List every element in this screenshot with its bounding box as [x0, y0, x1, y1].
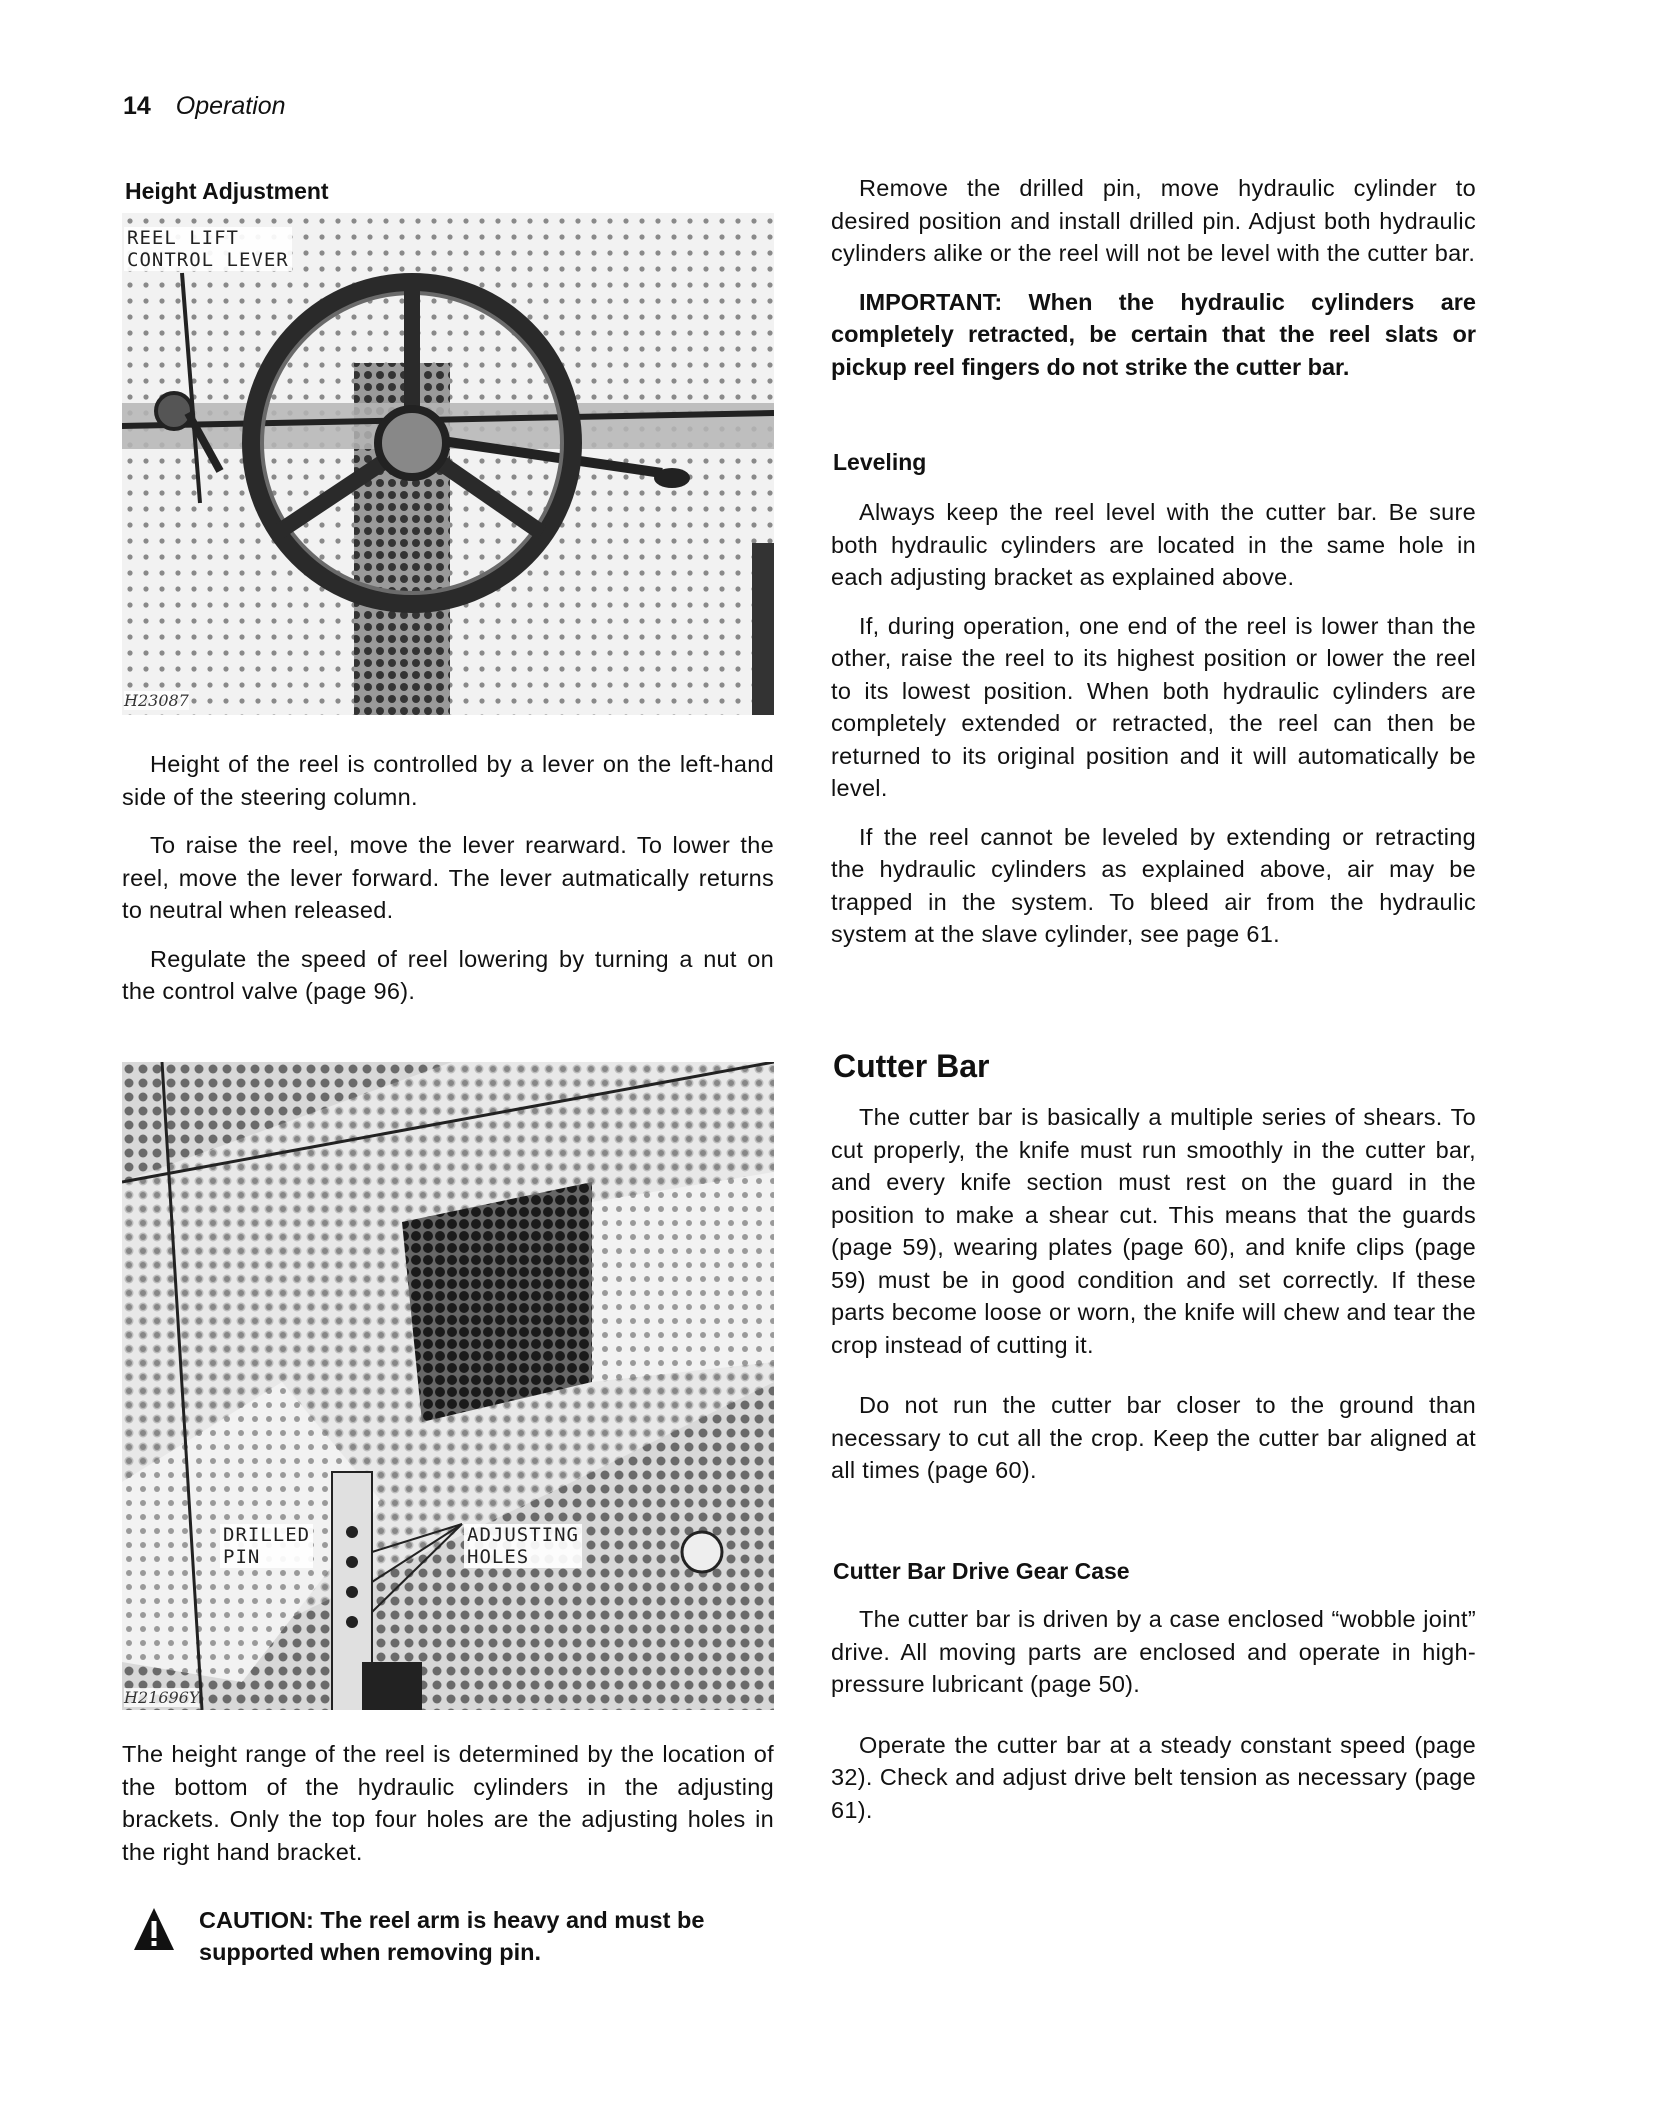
figure-code: H23087 [124, 691, 189, 710]
page-number: 14 [123, 92, 151, 120]
caution-note: CAUTION: The reel arm is heavy and must be supported when removing pin. [199, 1907, 705, 1965]
reel-lift-label-line1: REEL LIFT [127, 227, 239, 249]
adjusting-bracket-photo [122, 1062, 774, 1710]
adjusting-holes-label-line1: ADJUSTING [467, 1524, 579, 1546]
leveling-paragraph-3: If the reel cannot be leveled by extending or retracting the hydraulic cylinders as explained above, air may be trapped in the system. To bleed air from the hydraulic system at the slave cylinder, see page 61. [831, 823, 1476, 947]
leveling-paragraph-1: Always keep the reel level with the cutter bar. Be sure both hydraulic cylinders are located in the same hole in each adjusting bracket as explained above. [831, 499, 1476, 590]
height-adjustment-paragraph-1: Height of the reel is controlled by a lever on the left-hand side of the steering column. [122, 751, 774, 810]
drilled-pin-label-line2: PIN [223, 1546, 261, 1568]
section-title: Operation [175, 92, 286, 120]
figure2-code: H21696Y [124, 1688, 200, 1707]
reel-lift-label-line2: CONTROL LEVER [127, 249, 289, 271]
height-adjustment-paragraph-2: To raise the reel, move the lever rearward. To lower the reel, move the lever forward. The lever autmatically returns to neutral when released. [122, 832, 774, 923]
height-adjustment-heading: Height Adjustment [125, 178, 329, 204]
height-range-paragraph: The height range of the reel is determined by the location of the bottom of the hydraulic cylinders in the adjusting brackets. Only the top four holes are the adjusting holes in the right hand bracket. [122, 1741, 774, 1865]
leveling-heading: Leveling [833, 449, 927, 475]
adjusting-holes-label-line2: HOLES [467, 1546, 530, 1568]
drive-gear-case-paragraph-1: The cutter bar is driven by a case enclosed “wobble joint” drive. All moving parts are enclosed and operate in high-pressure lubricant (page 50). [831, 1606, 1476, 1697]
cutter-bar-paragraph-2: Do not run the cutter bar closer to the ground than necessary to cut all the crop. Keep the cutter bar aligned at all times (page 60). [831, 1392, 1476, 1483]
steering-wheel-photo [122, 213, 774, 715]
adjusting-bracket-illustration [122, 1062, 774, 1710]
important-note: IMPORTANT: When the hydraulic cylinders are completely retracted, be certain that the reel slats or pickup reel fingers do not strike the cutter bar. [831, 288, 1476, 380]
steering-wheel-illustration [122, 213, 774, 715]
height-adjustment-paragraph-3: Regulate the speed of reel lowering by turning a nut on the control valve (page 96). [122, 945, 774, 1004]
remove-pin-paragraph: Remove the drilled pin, move hydraulic cylinder to desired position and install drilled pin. Adjust both hydraulic cylinders alike or the reel will not be level with the cutter bar. [831, 175, 1476, 266]
cutter-bar-paragraph-1: The cutter bar is basically a multiple series of shears. To cut properly, the knife must run smoothly in the cutter bar, and every knife section must rest on the guard in the position to make a shear cut. This means that the guards (page 59), wearing plates (page 60), and knife clips (page 59) must be in good condition and set correctly. If these parts become loose or worn, the knife will chew and tear the crop instead of cutting it. [831, 1104, 1476, 1358]
leveling-paragraph-2: If, during operation, one end of the reel is lower than the other, raise the reel to its highest position or lower the reel to its lowest position. When both hydraulic cylinders are completely extended or retracted, the reel can then be returned to its original position and it will automatically be level. [831, 612, 1476, 801]
drive-gear-case-heading: Cutter Bar Drive Gear Case [833, 1558, 1130, 1584]
drive-gear-case-paragraph-2: Operate the cutter bar at a steady constant speed (page 32). Check and adjust drive belt tension as necessary (page 61). [831, 1731, 1476, 1823]
warning-icon [132, 1906, 176, 1952]
cutter-bar-heading: Cutter Bar [833, 1048, 990, 1084]
drilled-pin-label-line1: DRILLED [223, 1524, 311, 1546]
page-header [123, 92, 286, 121]
